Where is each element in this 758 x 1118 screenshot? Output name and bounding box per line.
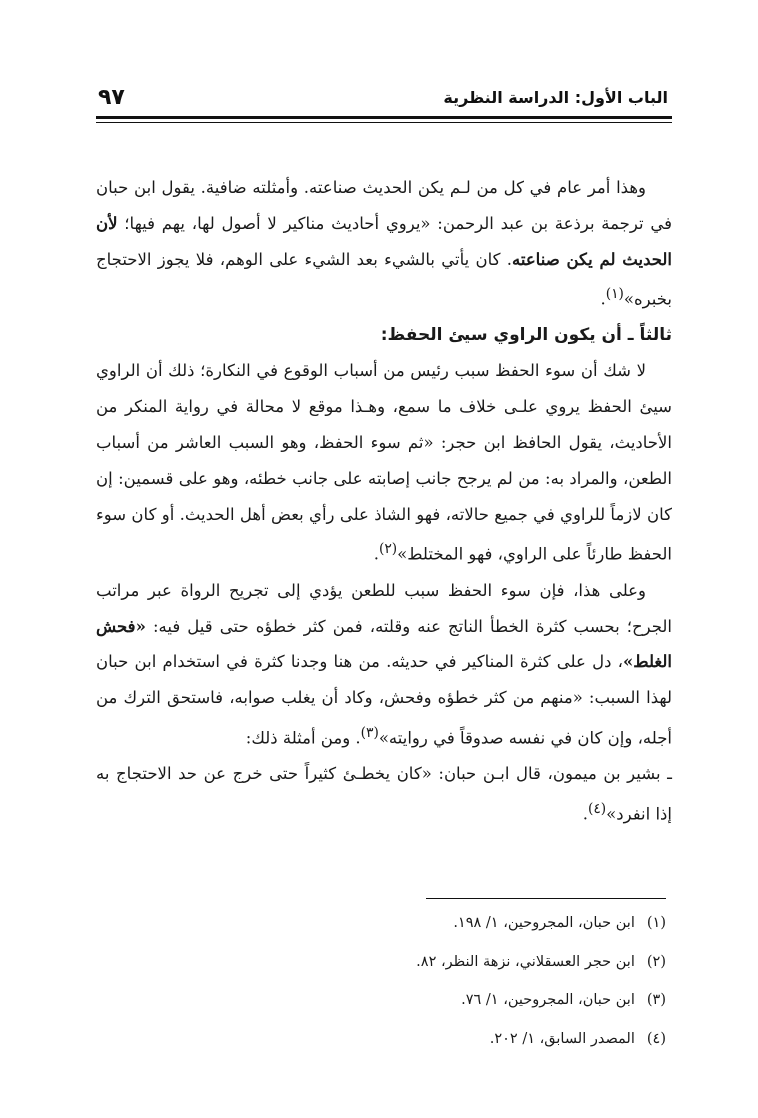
bullet-example [96,756,672,832]
footnote-4 [246,1020,666,1059]
p3-end: . ومن أمثلة ذلك: [245,728,361,748]
footnote-ref-1[interactable]: (١) [605,286,624,303]
footnote-ref-3[interactable]: (٣) [360,724,379,741]
footnote-text: ابن حبان، المجروحين، ١/ ١٩٨. [453,915,635,931]
section-heading: ثالثاً ـ أن يكون الراوي سيئ الحفظ: [380,324,672,345]
p3-text-a: وعلى هذا، فإن سوء الحفظ سبب للطعن يؤدي إلى تجريح الرواة عبر مراتب الجرح؛ بحسب كثرة الخطأ الناتج عنه وقلته، فمن كثر خطؤه حتى قيل فيه: [96,580,672,636]
body-text [96,170,672,832]
p1-bold: لأن الحديث لم يكن صناعته [96,213,672,269]
footnote-number: (٤) [646,1030,666,1047]
footnote-number: (٣) [646,992,666,1008]
footnote-3 [246,981,666,1020]
footnote-text: المصدر السابق، ١/ ٢٠٢. [489,1030,635,1047]
bullet-text: ـ بشير بن ميمون، قال ابـن حبان: «كان يخطـئ كثيراً حتى خرج عن حد الاحتجاج به إذا انفرد» [96,764,672,824]
p1-text: وهذا أمر عام في كل من لـم يكن الحديث صناعته. وأمثلته ضافية. يقول ابن حبان في ترجمة برذعة بن عبد الرحمن: «يروي أحاديث مناكير لا أصول لها، يهم فيها؛ [96,178,672,233]
header-rule-thick [96,116,672,119]
running-title: الباب الأول: الدراسة النظرية [443,87,668,107]
bullet-end: . [582,804,589,824]
p3-text-b: ، دل على كثرة المناكير في حديثه. من هنا وجدنا كثرة في استخدام ابن حبان لهذا السبب: «منهم من كثر خطؤه وفحش، وكاد أن يغلب صوابه، فاستحق الترك من أجله، وإن كان في نفسه صدوقاً في روايته» [96,652,672,748]
p1-tail: . كان يأتي بالشيء بعد الشيء على الوهم، فلا يجوز الاحتجاج بخبره» [96,249,672,309]
header-rule-thin [96,122,672,123]
footnote-number: (١) [646,915,666,931]
footnote-separator [426,898,666,899]
footnote-ref-4[interactable]: (٤) [588,801,607,818]
page-header [98,82,668,112]
p3-bold: «فحش الغلط» [96,616,672,672]
paragraph-3 [96,573,672,756]
paragraph-2 [96,353,672,572]
footnote-text: ابن حبان، المجروحين، ١/ ٧٦. [461,992,635,1008]
p2-end: . [373,544,380,564]
page-number: ٩٧ [98,84,125,110]
p2-text: لا شك أن سوء الحفظ سبب رئيس من أسباب الوقوع في النكارة؛ ذلك أن الراوي سيئ الحفظ يروي علـى خلاف ما سمع، وهـذا موقع لا محالة في رواية المنكر من الأحاديث، يقول الحافظ ابن حجر: «ثم سوء الحفظ، وهو السبب العاشر من أسباب الطعن، والمراد به: من لم يرجح جانب إصابته على جانب خطئه، وهو على قسمين: إن كان لازماً للراوي في جميع حالاته، فهو الشاذ على رأي بعض أهل الحديث. أو كان سوء الحفظ طارئاً على الراوي، فهو المختلط» [96,361,672,564]
footnote-1 [246,904,666,943]
paragraph-1 [96,170,672,318]
footnote-2 [246,943,666,982]
footnotes [246,904,666,1058]
footnote-ref-2[interactable]: (٢) [379,541,398,558]
p1-end: . [600,289,606,309]
footnote-number: (٢) [646,953,666,970]
footnote-text: ابن حجر العسقلاني، نزهة النظر، ٨٢. [416,953,635,970]
